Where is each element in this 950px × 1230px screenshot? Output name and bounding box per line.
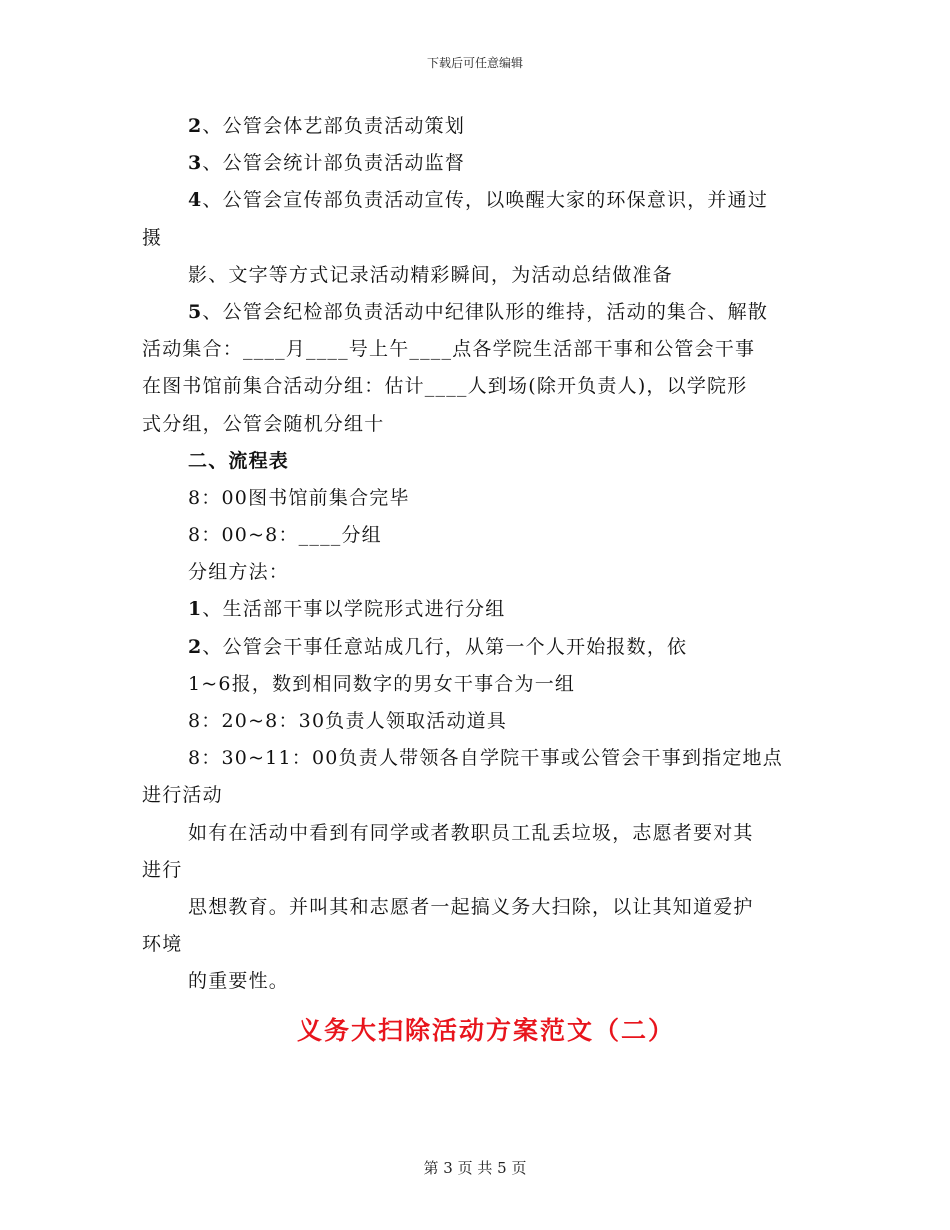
line-text: 8：20~8：30负责人领取活动道具: [188, 710, 508, 732]
line-text: 8：30~11：00负责人带领各自学院干事或公管会干事到指定地点: [188, 747, 783, 770]
list-number: 1: [188, 598, 203, 621]
page-footer: 第 3 页 共 5 页: [423, 1159, 527, 1177]
line-text: 影、文字等方式记录活动精彩瞬间，为活动总结做准备: [188, 263, 673, 286]
list-number: 3: [188, 152, 203, 175]
list-number: 4: [188, 189, 203, 212]
text-line: [142, 294, 822, 331]
line-text: 、公管会干事任意站成几行，从第一个人开始报数，依: [202, 635, 688, 658]
list-number: 5: [188, 300, 203, 323]
text-line: [142, 629, 822, 666]
line-text: 、公管会纪检部负责活动中纪律队形的维持，活动的集合、解散: [202, 300, 769, 323]
text-line: [142, 517, 822, 554]
line-text: 如有在活动中看到有同学或者教职员工乱丢垃圾，志愿者要对其: [188, 821, 754, 844]
line-text: 活动集合：____月____号上午____点各学院生活部干事和公管会干事: [142, 338, 756, 361]
text-line: [142, 406, 822, 443]
text-line: [142, 554, 822, 591]
line-text: 进行活动: [142, 784, 223, 807]
line-text: 8：00~8：____分组: [188, 524, 382, 547]
text-line: [142, 815, 822, 852]
text-line: [142, 852, 822, 889]
line-text: 思想教育。并叫其和志愿者一起搞义务大扫除，以让其知道爱护: [188, 895, 754, 918]
text-line: [142, 257, 822, 294]
list-number: 2: [188, 635, 203, 658]
text-line: [142, 220, 822, 257]
document-body: [142, 108, 822, 1047]
line-text: 进行: [142, 858, 183, 881]
line-text: 的重要性。: [188, 970, 290, 993]
text-line: [142, 889, 822, 926]
section-title: 义务大扫除活动方案范文（二）: [296, 1015, 675, 1045]
line-text: 分组方法：: [188, 561, 290, 584]
text-line: [142, 108, 822, 145]
line-text: 环境: [142, 933, 183, 956]
list-number: 2: [188, 115, 203, 137]
line-text: 、公管会统计部负责活动监督: [202, 152, 466, 175]
line-text: 1~6报，数到相同数字的男女干事合为一组: [188, 672, 576, 695]
text-line: [142, 443, 822, 480]
text-line: [142, 480, 822, 517]
text-line: [142, 703, 822, 740]
text-line: [142, 182, 822, 219]
text-line: [142, 740, 822, 777]
line-text: 、公管会宣传部负责活动宣传，以唤醒大家的环保意识，并通过: [202, 189, 769, 212]
text-line: [142, 666, 822, 703]
line-text: 、生活部干事以学院形式进行分组: [202, 598, 506, 621]
text-line: [142, 963, 822, 1000]
text-line: [142, 145, 822, 182]
text-line: [142, 777, 822, 814]
page-header: 下载后可任意编辑: [426, 56, 523, 70]
line-text: 8：00图书馆前集合完毕: [188, 486, 410, 509]
text-line: [142, 331, 822, 368]
line-text: 式分组，公管会随机分组十: [142, 412, 385, 435]
line-text: 摄: [142, 226, 163, 249]
text-line: [142, 591, 822, 628]
text-line: [142, 368, 822, 405]
text-line: [142, 926, 822, 963]
line-text: 、公管会体艺部负责活动策划: [202, 115, 466, 137]
line-text: 二、流程表: [188, 449, 290, 472]
line-text: 在图书馆前集合活动分组：估计____人到场(除开负责人)，以学院形: [142, 375, 748, 398]
